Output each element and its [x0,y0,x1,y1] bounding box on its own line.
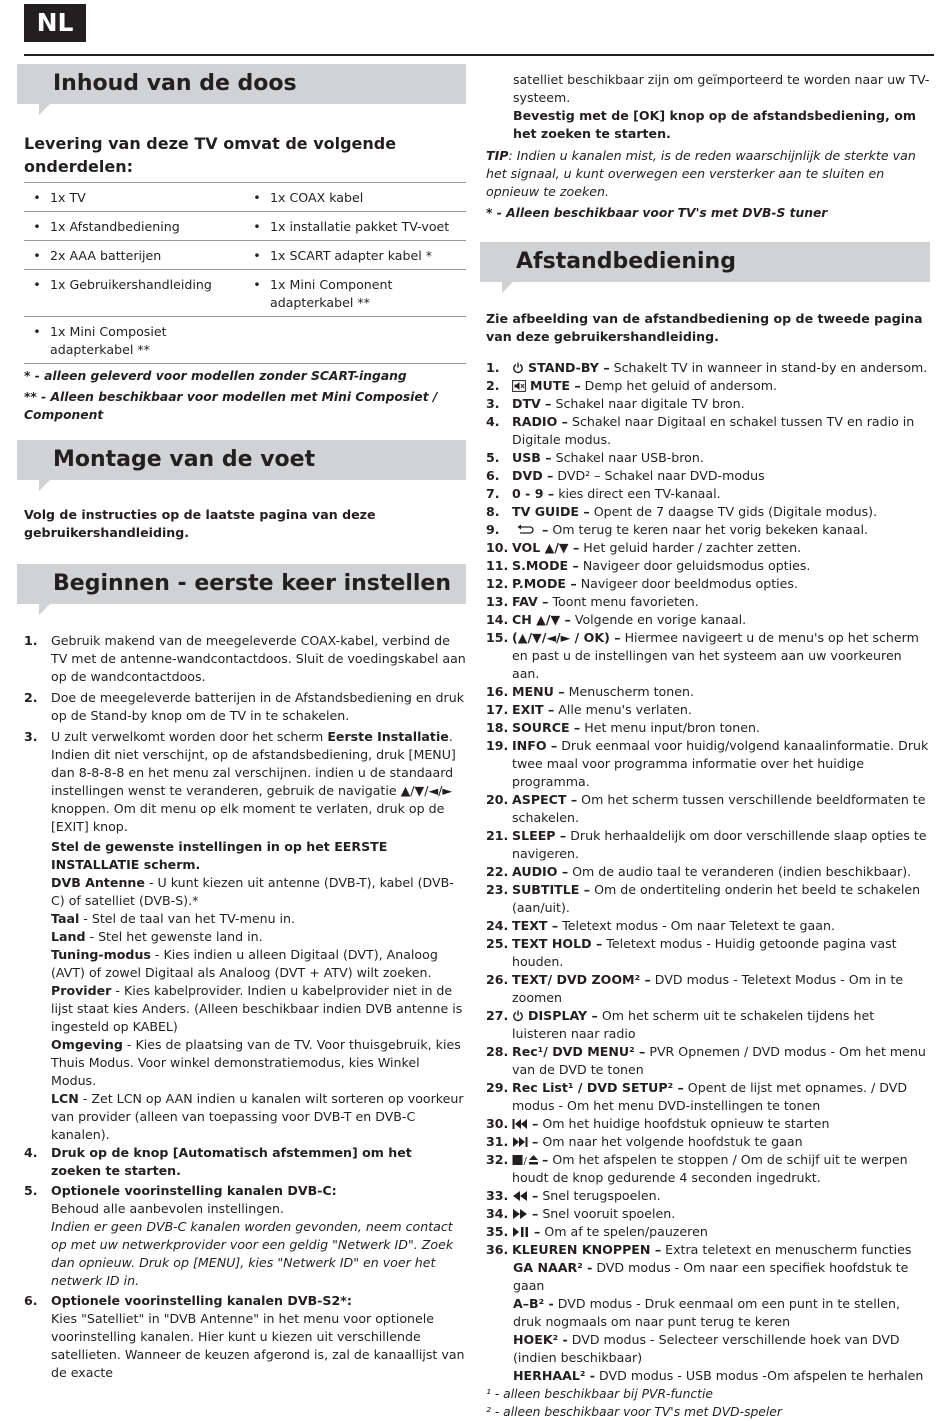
contents-item: 1x Mini Composiet adapterkabel ** [50,324,167,357]
item-number: 6. [486,468,500,483]
list-item [486,827,930,863]
button-description: Snel vooruit spoelen. [538,1206,676,1221]
step6-continuation [480,71,930,143]
button-name: USB – [512,450,552,465]
remote-intro: Zie afbeelding van de afstandbediening op de tweede pagina van deze gebruikershandleiding. [486,311,923,344]
item-number: 3. [486,396,500,411]
item-number: 17. [486,702,509,717]
button-description: Om naar het volgende hoofdstuk te gaan [538,1134,803,1149]
item-number: 14. [486,612,509,627]
contents-note-scart: * - alleen geleverd voor modellen zonder SCART-ingang [24,369,407,383]
item-number: 15. [486,630,509,645]
contents-item: 1x Mini Component adapterkabel ** [270,277,393,310]
list-item [486,1079,930,1115]
button-name: – [532,1134,539,1149]
step-note: Indien er geen DVB-C kanalen worden gevonden, neem contact op met uw netwerkprovider voor een geldig "Netwerk ID". Zoek dan opnieuw. Druk op [MENU], kies "Netwerk ID" en voer het netwerk ID in. [51,1219,454,1288]
step-text: Behoud alle aanbevolen instellingen. [51,1201,285,1216]
mute-icon [512,378,530,393]
button-name: FAV – [512,594,549,609]
button-name: – [532,1188,539,1203]
play-pause-icon [512,1224,534,1239]
header-rule [24,54,934,56]
list-item [486,395,930,413]
step-emphasis: Eerste Installatie [327,729,449,744]
contents-subtitle: Levering van deze TV omvat de volgende onderdelen: [24,134,397,176]
button-description: Navigeer door beeldmodus opties. [576,576,798,591]
step-heading: Optionele voorinstelling kanalen DVB-S2*: [51,1293,352,1308]
button-description: Teletext modus - Om naar Teletext te gaan. [558,918,835,933]
list-item [486,881,930,917]
section-title-setup: Beginnen - eerste keer instellen [53,571,452,596]
button-description: Toont menu favorieten. [548,594,699,609]
list-item [486,611,930,629]
item-number: 18. [486,720,509,735]
button-name: 0 - 9 – [512,486,555,501]
button-description: Demp het geluid of andersom. [580,378,778,393]
button-name: DTV – [512,396,552,411]
button-description: Opent de lijst met opnames. / DVD modus - Om het menu DVD-instellingen te tonen [512,1080,908,1113]
button-name: DVD – [512,468,554,483]
item-number: 25. [486,936,509,951]
button-name: EXIT – [512,702,555,717]
list-item [486,683,930,701]
section-title-remote: Afstandbediening [516,249,736,274]
tip-note: TIP: Indien u kanalen mist, is de reden waarschijnlijk de sterkte van het signaal, u kunt overwegen een versterker aan te sluiten en opnieuw te zoeken. [486,148,916,199]
section-title-contents: Inhoud van de doos [53,71,297,96]
button-description: Om terug te keren naar het vorig bekeken kanaal. [548,522,868,537]
button-description: Schakelt TV in wanneer in stand-by en andersom. [609,360,928,375]
list-item [486,467,930,485]
stand-instructions: Volg de instructies op de laatste pagina van deze gebruikershandleiding. [24,507,376,540]
button-name: MUTE – [530,378,581,393]
button-description: PVR Opnemen / DVD modus - Om het menu van de DVD te tonen [512,1044,926,1077]
list-item [486,629,930,683]
stop-eject-icon [512,1152,542,1167]
section-title-stand: Montage van de voet [53,447,316,472]
list-item [486,575,930,593]
button-description: Hiermee navigeert u de menu's op het scherm en past u de instellingen van het systeem aan uw voorkeuren aan. [512,630,919,681]
button-name: SUBTITLE – [512,882,591,897]
list-item [486,1115,930,1133]
list-item [486,377,930,395]
button-description: DVD modus - Teletext Modus - Om in te zoomen [512,972,904,1005]
list-item [486,1151,930,1187]
color-button-line [513,1367,930,1385]
button-name: HERHAAL² - [513,1368,596,1383]
item-number: 36. [486,1242,509,1257]
list-item [486,1205,930,1223]
step-heading: Optionele voorinstelling kanalen DVB-C: [51,1183,337,1198]
list-item: 2. Doe de meegeleverde batterijen in de Afstandsbediening en druk op de Stand-by knop om de TV in te schakelen. [24,690,465,723]
button-description: Volgende en vorige kanaal. [570,612,747,627]
list-item: 1. Gebruik makend van de meegeleverde COAX-kabel, verbind de TV met de antenne-wandcontactdoos. Sluit de voedingskabel aan op de wandcontactdoos. [24,633,466,684]
list-item [486,971,930,1007]
button-description: Om de audio taal te veranderen (indien beschikbaar). [568,864,912,879]
item-number: 34. [486,1206,509,1221]
item-number: 19. [486,738,509,753]
button-name: VOL ▲/▼ – [512,540,580,555]
list-item: 6. Optionele voorinstelling kanalen DVB-S2*: Kies "Satelliet" in "DVB Antenne" in het menu voor optionele voorinstelling kanalen. Hier kunt u kiezen uit verschillende satellieten. Wanneer de keuzen afgerond is, zal de kanaallijst van de exacte [24,1293,465,1380]
list-item: 3. U zult verwelkomt worden door het scherm Eerste Installatie. Indien dit niet verschijnt, op de afstandsbediening, druk [MENU] dan 8-8-8-8 en het menu zal verschijnen. indien u de standaard instellingen wenst te veranderen, gebruik de navigatie ▲/▼/◄/► knoppen. Om dit menu op elk moment te verlaten, druk op de [EXIT] knop. Stel de gewenste instellingen in op het EERSTE INSTALLATIE scherm. DVB Antenne - U kunt kiezen uit antenne (DVB-T), kabel (DVB-C) of satelliet (DVB-S).* Taal - Stel de taal van het TV-menu in. Land - Stel het gewenste land in. Tuning-modus - Kies indien u alleen Digitaal (DVT), Analoog (AVT) of zowel Digitaal als Analoog (DVT + ATV) wilt zoeken. Provider - Kies kabelprovider. Indien u kabelprovider niet in de lijst staat kies Anders. (Alleen beschikbaar indien DVB antenne is ingesteld op KABEL) Omgeving - Kies de plaatsing van de TV. Voor thuisgebruik, kies Thuis Modus. Voor winkel demonstratiemodus, kies Winkel Modus. LCN - Zet LCN op AAN indien u kanalen wilt sorteren op voorkeur van provider (alleen van toepassing voor DVB-T en DVB-C kanalen). [24,728,466,1144]
footnote-pvr: ¹ - alleen beschikbaar bij PVR-functie [486,1387,713,1401]
contents-note-mini: ** - Alleen beschikbaar voor modellen met Mini Composiet / Component [24,390,438,422]
button-description: Extra teletext en menuscherm functies [661,1242,912,1257]
button-name: CH ▲/▼ – [512,612,571,627]
button-name: HOEK² - [513,1332,568,1347]
button-description: Schakel naar digitale TV bron. [551,396,745,411]
list-item [486,917,930,935]
step-text: Druk op de knop [Automatisch afstemmen] om het zoeken te starten. [51,1145,412,1178]
list-item [486,1241,930,1259]
button-name: A–B² - [513,1296,554,1311]
button-name: ASPECT – [512,792,578,807]
item-number: 13. [486,594,509,609]
item-number: 9. [486,522,500,537]
button-name: – [534,1224,541,1239]
footnote-dvd: ² - alleen beschikbaar voor TV's met DVD-speler [486,1405,782,1419]
list-item: 5. Optionele voorinstelling kanalen DVB-C: Behoud alle aanbevolen instellingen. Indien er geen DVB-C kanalen worden gevonden, neem contact op met uw netwerkprovider voor een geldig "Netwerk ID". Zoek dan opnieuw. Druk op [MENU], kies "Netwerk ID" en voer het netwerk ID in. [24,1182,466,1290]
table-row: • 2x AAA batterijen • 1x SCART adapter kabel * [24,241,466,270]
button-name: TEXT HOLD – [512,936,603,951]
option-line: Land - Stel het gewenste land in. [51,929,263,944]
item-number: 16. [486,684,509,699]
color-button-line [513,1259,930,1295]
list-item [486,1223,930,1241]
item-number: 28. [486,1044,509,1059]
button-description: DVD modus - Selecteer verschillende hoek van DVD (indien beschikbaar) [513,1332,900,1365]
contents-item: 1x installatie pakket TV-voet [270,219,450,234]
step-text: Gebruik makend van de meegeleverde COAX-kabel, verbind de TV met de antenne-wandcontactdoos. Sluit de voedingskabel aan op de wandcontactdoos. [51,633,466,684]
item-number: 21. [486,828,509,843]
button-name: INFO – [512,738,558,753]
list-item [486,413,930,449]
button-description: DVD modus - Om naar een specifiek hoofdstuk te gaan [513,1260,909,1293]
button-name: (▲/▼/◄/► / OK) – [512,630,621,645]
button-description: Schakel naar USB-bron. [551,450,704,465]
item-number: 33. [486,1188,509,1203]
previous-chapter-icon [512,1116,532,1131]
list-item [486,737,930,791]
list-item [486,935,930,971]
button-name: – [532,1116,539,1131]
color-button-line [513,1295,930,1331]
option-line: DVB Antenne - U kunt kiezen uit antenne (DVB-T), kabel (DVB-C) of satelliet (DVB-S).* [51,875,454,908]
item-number: 10. [486,540,509,555]
contents-table [24,182,466,364]
next-chapter-icon [512,1134,532,1149]
button-description: Om het scherm tussen verschillende beeldformaten te schakelen. [512,792,926,825]
setup-steps [17,632,466,1382]
button-description: Snel terugspoelen. [538,1188,661,1203]
item-number: 35. [486,1224,509,1239]
step-text: Doe de meegeleverde batterijen in de Afstandsbediening en druk op de Stand-by knop om de TV in te schakelen. [51,690,465,723]
step-text: U zult verwelkomt worden door het scherm [51,729,328,744]
section-banner-remote [480,242,930,282]
button-description: Teletext modus - Huidig getoonde pagina vast houden. [512,936,897,969]
list-item [486,359,930,377]
item-number: 30. [486,1116,509,1131]
button-description: DVD modus - USB modus -Om afspelen te herhalen [595,1368,924,1383]
option-line: Tuning-modus - Kies indien u alleen Digitaal (DVT), Analoog (AVT) of zowel Digitaal als Analoog (DVT + ATV) wilt zoeken. [51,947,438,980]
contents-item: 1x Afstandbediening [50,219,180,234]
rewind-icon [512,1188,532,1203]
button-name: – [532,1206,539,1221]
item-number: 32. [486,1152,509,1167]
button-description: kies direct een TV-kanaal. [554,486,721,501]
list-item [486,449,930,467]
list-item [486,1133,930,1151]
option-line: Taal - Stel de taal van het TV-menu in. [51,911,296,926]
item-number: 5. [486,450,500,465]
item-number: 20. [486,792,509,807]
button-name: – [542,1152,549,1167]
button-name: P.MODE – [512,576,577,591]
left-column [17,64,466,1382]
table-row: • 1x TV • 1x COAX kabel [24,183,466,212]
button-name: S.MODE – [512,558,579,573]
list-item [486,521,930,539]
item-number: 7. [486,486,500,501]
item-number: 29. [486,1080,509,1095]
list-item [486,791,930,827]
list-item [486,1007,930,1043]
button-name: TEXT – [512,918,559,933]
button-description: Het menu input/bron tonen. [580,720,760,735]
item-number: 27. [486,1008,509,1023]
button-name: – [542,522,549,537]
button-description: Om het scherm uit te schakelen tijdens het luisteren naar radio [512,1008,875,1041]
button-name: AUDIO – [512,864,569,879]
button-description: DVD² – Schakel naar DVD-modus [553,468,765,483]
recall-icon [512,522,542,537]
section-banner-stand [17,440,466,480]
button-name: Rec List¹ / DVD SETUP² – [512,1080,684,1095]
dvbs-note: * - Alleen beschikbaar voor TV's met DVB-S tuner [486,206,828,220]
item-number: 2. [486,378,500,393]
list-item [486,1043,930,1079]
button-description: Opent de 7 daagse TV gids (Digitale modus). [589,504,878,519]
item-number: 31. [486,1134,509,1149]
button-description: Het geluid harder / zachter zetten. [579,540,802,555]
item-number: 4. [486,414,500,429]
button-description: DVD modus - Druk eenmaal om een punt in te stellen, druk nogmaals om naar punt terug te keren [513,1296,900,1329]
button-name: STAND-BY – [528,360,610,375]
button-description: Navigeer door geluidsmodus opties. [578,558,811,573]
table-row: • 1x Afstandbediening • 1x installatie pakket TV-voet [24,212,466,241]
step-heading: Stel de gewenste instellingen in op het EERSTE INSTALLATIE scherm. [51,839,388,872]
item-number: 23. [486,882,509,897]
option-line: Provider - Kies kabelprovider. Indien u kabelprovider niet in de lijst staat kies Anders. (Alleen beschikbaar indien DVB antenne is ingesteld op KABEL) [51,983,463,1034]
contents-item: 1x COAX kabel [270,190,364,205]
button-name: SOURCE – [512,720,581,735]
list-item [486,485,930,503]
button-description: Menuscherm tonen. [564,684,694,699]
contents-item: 2x AAA batterijen [50,248,162,263]
item-number: 8. [486,504,500,519]
section-banner-contents [17,64,466,104]
language-badge: NL [24,4,86,42]
list-item [486,701,930,719]
button-description: Druk herhaaldelijk om door verschillende slaap opties te navigeren. [512,828,927,861]
list-item: 4. Druk op de knop [Automatisch afstemmen] om het zoeken te starten. [24,1144,466,1180]
button-description: Om het afspelen te stoppen / Om de schijf uit te werpen houdt de knop gedurende 4 seconden ingedrukt. [512,1152,908,1185]
button-name: GA NAAR² - [513,1260,593,1275]
contents-item: 1x SCART adapter kabel * [270,248,433,263]
list-item [486,503,930,521]
contents-item: 1x Gebruikershandleiding [50,277,212,292]
svg-text:/: / [523,1156,527,1167]
contents-item: 1x TV [50,190,86,205]
step-text: . Indien dit niet verschijnt, op de afstandsbediening, druk [MENU] dan 8-8-8-8 en het menu zal verschijnen. indien u de standaard instellingen wenst te veranderen, gebruik de navigatie ▲/▼/◄/► knoppen. Om dit menu op elk moment te verlaten, druk op de [EXIT] knop. [51,729,456,834]
button-name: Rec¹/ DVD MENU² – [512,1044,646,1059]
button-name: TV GUIDE – [512,504,590,519]
color-button-line [513,1331,930,1367]
fast-forward-icon [512,1206,532,1221]
remote-button-list [480,359,930,1259]
list-item [486,593,930,611]
power-icon [512,360,528,375]
button-name: RADIO – [512,414,568,429]
item-number: 1. [486,360,500,375]
item-number: 22. [486,864,509,879]
section-banner-setup [17,564,466,604]
button-description: Druk eenmaal voor huidig/volgend kanaalinformatie. Druk twee maal voor programma informatie over het huidige programma. [512,738,929,789]
right-column [480,71,930,1421]
step-confirm: Bevestig met de [OK] knop op de afstandsbediening, om het zoeken te starten. [513,108,916,141]
list-item [486,863,930,881]
list-item [486,1187,930,1205]
button-description: Om af te spelen/pauzeren [540,1224,708,1239]
option-line: LCN - Zet LCN op AAN indien u kanalen wilt sorteren op voorkeur van provider (alleen van toepassing voor DVB-T en DVB-C kanalen). [51,1091,464,1142]
item-number: 24. [486,918,509,933]
table-row: • 1x Mini Composiet adapterkabel ** [24,317,466,364]
button-name: KLEUREN KNOPPEN – [512,1242,662,1257]
step-text: satelliet beschikbaar zijn om geïmporteerd te worden naar uw TV-systeem. [513,72,930,105]
color-button-details [480,1259,930,1385]
button-description: Om de ondertiteling onderin het beeld te schakelen (aan/uit). [512,882,921,915]
button-description: Alle menu's verlaten. [554,702,692,717]
item-number: 11. [486,558,509,573]
button-name: MENU – [512,684,565,699]
button-name: TEXT/ DVD ZOOM² – [512,972,651,987]
item-number: 12. [486,576,509,591]
button-name: DISPLAY – [528,1008,598,1023]
button-description: Schakel naar Digitaal en schakel tussen TV en radio in Digitale modus. [512,414,915,447]
item-number: 26. [486,972,509,987]
list-item [486,539,930,557]
list-item [486,719,930,737]
power-icon [512,1008,528,1023]
button-name: SLEEP – [512,828,567,843]
option-line: Omgeving - Kies de plaatsing van de TV. Voor thuisgebruik, kies Thuis Modus. Voor winkel demonstratiemodus, kies Winkel Modus. [51,1037,461,1088]
button-description: Om het huidige hoofdstuk opnieuw te starten [538,1116,830,1131]
table-row: • 1x Gebruikershandleiding • 1x Mini Component adapterkabel ** [24,270,466,317]
step-text: Kies "Satelliet" in "DVB Antenne" in het menu voor optionele voorinstelling kanalen. Hier kunt u kiezen uit verschillende satellieten. Wanneer de keuzen afgerond is, zal de kanaallijst van de exacte [51,1311,465,1380]
list-item [486,557,930,575]
